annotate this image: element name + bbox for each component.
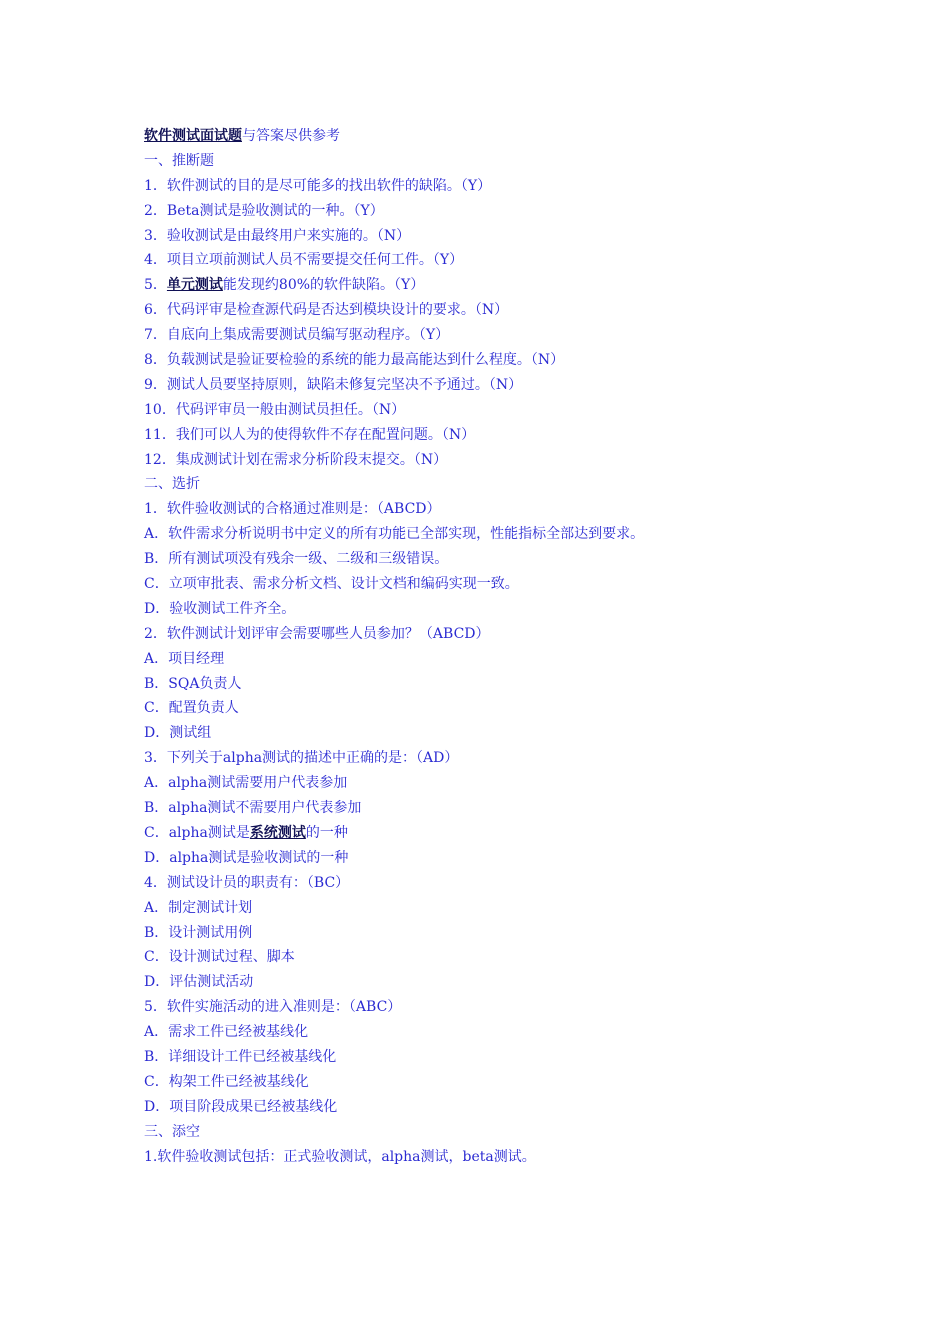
choice-line: D．验收测试工件齐全。: [144, 600, 296, 617]
judgement-item: 4．项目立项前测试人员不需要提交任何工件。（Y）: [144, 252, 464, 269]
judgement-item: 1．软件测试的目的是尽可能多的找出软件的缺陷。（Y）: [144, 177, 492, 194]
choice-line: 4．测试设计员的职责有：（BC）: [144, 874, 350, 891]
choice-line: D．测试组: [144, 725, 212, 742]
choice-line-suffix: 的一种: [305, 824, 348, 841]
judgement-item-suffix: 能发现约80%的软件缺陷。（Y）: [222, 277, 425, 294]
choice-line: 2．软件测试计划评审会需要哪些人员参加？（ABCD）: [144, 625, 490, 642]
judgement-item: 12．集成测试计划在需求分析阶段末提交。（N）: [144, 451, 448, 468]
judgement-item: 11．我们可以人为的使得软件不存在配置问题。（N）: [144, 426, 476, 443]
choice-line: D．项目阶段成果已经被基线化: [144, 1098, 338, 1115]
choice-line: A．项目经理: [144, 650, 225, 667]
judgement-item: 7．自底向上集成需要测试员编写驱动程序。（Y）: [144, 327, 450, 344]
choice-line: B．SQA负责人: [144, 675, 242, 692]
judgement-item: 3．验收测试是由最终用户来实施的。（N）: [144, 227, 411, 244]
choice-line: C．立项审批表、需求分析文档、设计文档和编码实现一致。: [144, 576, 519, 593]
fill-item: 1.软件验收测试包括：正式验收测试，alpha测试，beta测试。: [144, 1148, 536, 1165]
choice-line: B．alpha测试不需要用户代表参加: [144, 800, 362, 817]
unit-test-link[interactable]: 单元测试: [166, 277, 223, 294]
choice-line: C．配置负责人: [144, 700, 239, 717]
choice-line: A．软件需求分析说明书中定义的所有功能已全部实现，性能指标全部达到要求。: [144, 526, 645, 543]
document-title: [144, 124, 844, 149]
choice-line: D．评估测试活动: [144, 974, 254, 991]
judgement-item: 2．Beta测试是验收测试的一种。（Y）: [144, 202, 384, 219]
judgement-item: 10．代码评审员一般由测试员担任。（N）: [144, 401, 406, 418]
choice-line: A．制定测试计划: [144, 899, 253, 916]
system-test-link[interactable]: 系统测试: [249, 824, 306, 841]
choice-line: B．设计测试用例: [144, 924, 253, 941]
choice-line: A．需求工件已经被基线化: [144, 1024, 309, 1041]
choice-line: 5．软件实施活动的进入准则是：（ABC）: [144, 999, 402, 1016]
choice-line: A．alpha测试需要用户代表参加: [144, 775, 348, 792]
choice-line: C．构架工件已经被基线化: [144, 1073, 309, 1090]
section-heading-judgement: 一、推断题: [144, 152, 214, 169]
title-link[interactable]: 软件测试面试题: [144, 128, 242, 144]
judgement-item: 6．代码评审是检查源代码是否达到模块设计的要求。（N）: [144, 302, 509, 319]
choice-line: 1．软件验收测试的合格通过准则是：（ABCD）: [144, 501, 441, 518]
choice-line: B．所有测试项没有残余一级、二级和三级错误。: [144, 551, 449, 568]
judgement-item-prefix: 5．: [144, 277, 167, 294]
section-heading-choice: 二、选折: [144, 476, 200, 493]
choice-line: [144, 821, 844, 846]
document-page: [144, 124, 844, 1169]
choice-line: B．详细设计工件已经被基线化: [144, 1048, 337, 1065]
title-rest: 与答案尽供参考: [242, 128, 340, 144]
section-heading-fill: 三、添空: [144, 1123, 200, 1140]
judgement-item: [144, 273, 844, 298]
judgement-item: 9．测试人员要坚持原则，缺陷未修复完坚决不予通过。（N）: [144, 376, 523, 393]
choice-line: C．设计测试过程、脚本: [144, 949, 295, 966]
choice-line: D．alpha测试是验收测试的一种: [144, 849, 349, 866]
choice-line-prefix: C．alpha测试是: [144, 824, 250, 841]
judgement-item: 8．负载测试是验证要检验的系统的能力最高能达到什么程度。（N）: [144, 352, 565, 369]
choice-line: 3．下列关于alpha测试的描述中正确的是：（AD）: [144, 750, 459, 767]
